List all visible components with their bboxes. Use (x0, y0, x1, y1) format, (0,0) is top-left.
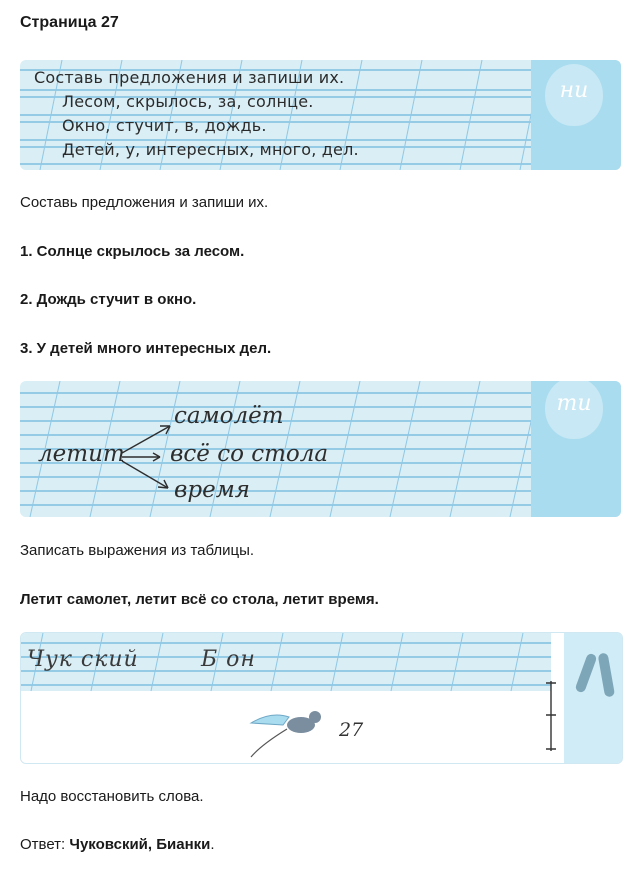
tab-letters: ти (556, 391, 592, 416)
scribble-word-2: Б он (201, 647, 256, 672)
balloon-icon (545, 64, 603, 126)
scribble-word-1: Чук ский (27, 647, 139, 672)
side-tab (531, 381, 621, 517)
workbook-panel-sentences (20, 60, 621, 170)
workbook-panel-phrases (20, 381, 621, 517)
mouse-illustration (251, 711, 321, 757)
branch-1: самолёт (174, 403, 284, 429)
instruction-1: Составь предложения и запиши их. (20, 194, 269, 211)
workbook-task: Составь предложения и запиши их. (34, 68, 345, 87)
answer-label: Ответ: (20, 836, 66, 853)
final-answer (20, 836, 215, 853)
answer-1: 1. Солнце скрылось за лесом. (20, 243, 245, 260)
root-word: летит (38, 441, 125, 467)
branch-2: всё со стола (170, 441, 329, 467)
answer-3: 3. У детей много интересных дел. (20, 340, 272, 357)
answer-2: 2. Дождь стучит в окно. (20, 291, 197, 308)
branch-3: время (174, 477, 251, 503)
workbook-line-1: Лесом, скрылось, за, солнце. (62, 92, 314, 111)
page-title: Страница 27 (20, 14, 119, 31)
answer-phrases: Летит самолет, летит всё со стола, летит время. (20, 591, 379, 608)
balloon-icon (545, 381, 603, 439)
side-tab (531, 60, 621, 170)
workbook-page-number: 27 (339, 719, 364, 741)
instruction-3: Надо восстановить слова. (20, 788, 204, 805)
workbook-line-2: Окно, стучит, в, дождь. (62, 116, 267, 135)
tab-letters: ни (559, 78, 589, 103)
answer-period: . (210, 836, 215, 853)
workbook-panel-restore (20, 632, 623, 764)
workbook-line-3: Детей, у, интересных, много, дел. (62, 140, 359, 159)
answer-value: Чуковский, Бианки (69, 836, 211, 853)
instruction-2: Записать выражения из таблицы. (20, 542, 255, 559)
